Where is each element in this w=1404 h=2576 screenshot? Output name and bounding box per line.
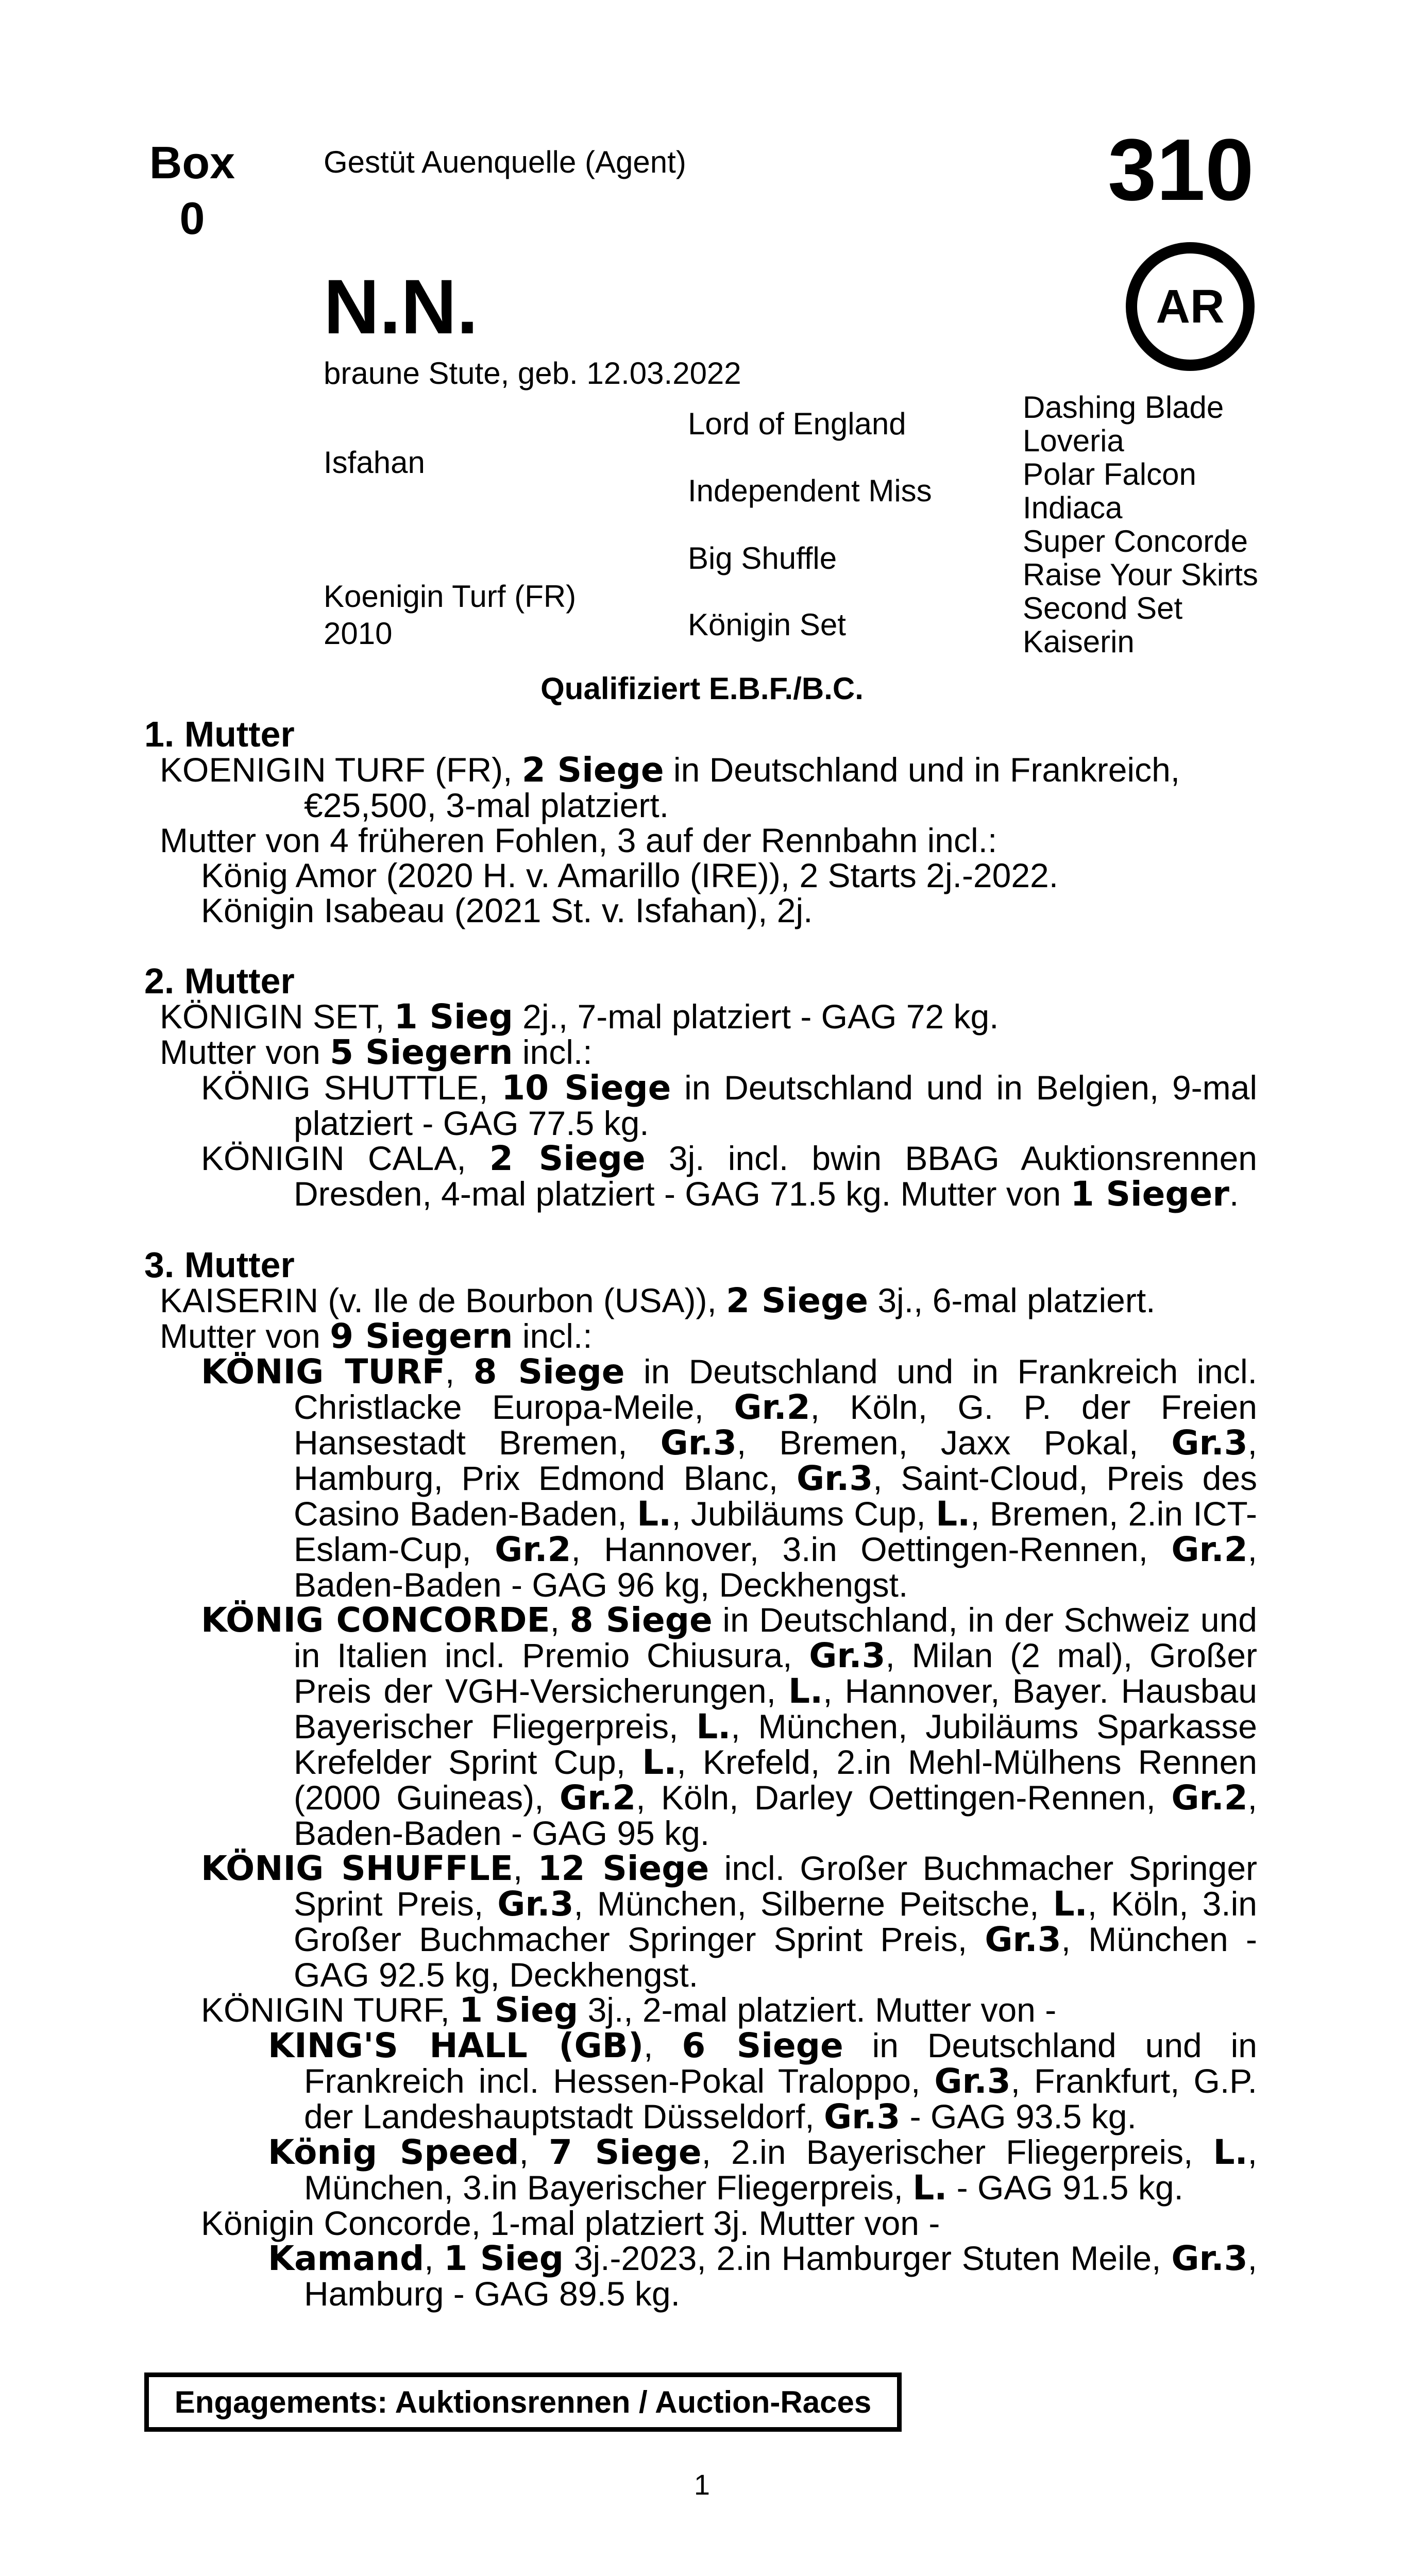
mutter1-offspring-intro: Mutter von 4 früheren Fohlen, 3 auf der Rennbahn incl.: [160, 821, 997, 859]
pedigree-sire: Isfahan [324, 445, 425, 480]
mutter3-offspring-koenigin-concorde: Königin Concorde, 1-mal platziert 3j. Mutter von - [201, 2204, 940, 2242]
mutter2-offspring: KÖNIG SHUTTLE, 10 Siege in Deutschland und in Belgien, 9-mal platziert - GAG 77.5 kg. [201, 1068, 1257, 1142]
ar-badge-text: AR [1156, 280, 1225, 333]
pedigree-grandparent: Königin Set [688, 607, 846, 642]
section-heading-mutter-2: 2. Mutter [144, 961, 295, 1001]
dam-line-content [144, 716, 1257, 2311]
pedigree-dam-year: 2010 [324, 616, 393, 651]
pedigree-great-grandparent: Second Set [1023, 591, 1183, 625]
mutter2-offspring: KÖNIGIN CALA, 2 Siege 3j. incl. bwin BBAG Auktionsrennen Dresden, 4-mal platziert - GAG 71.5 kg. Mutter von 1 Sieger. [201, 1139, 1258, 1214]
box-label-block [146, 135, 239, 246]
mutter3-offspring-koenig-shuffle: KÖNIG SHUFFLE, 12 Siege incl. Großer Buchmacher Springer Sprint Preis, Gr.3, München, Silberne Peitsche, L., Köln, 3.in Großer Buchmacher Springer Sprint Preis, Gr.3, München - GAG 92.5 kg, Deckhengst. [201, 1849, 1258, 1994]
engagements-text: Engagements: Auktionsrennen / Auction-Races [174, 2385, 872, 2419]
mutter3-record: KAISERIN (v. Ile de Bourbon (USA)), 2 Siege 3j., 6-mal platziert. [160, 1281, 1156, 1320]
horse-name: N.N. [324, 263, 478, 350]
pedigree-great-grandparent: Loveria [1023, 423, 1124, 458]
mutter3-offspring-koenig-turf: KÖNIG TURF, 8 Siege in Deutschland und in Frankreich incl. Christlacke Europa-Meile, Gr.2, Köln, G. P. der Freien Hansestadt Bremen, Gr.3, Bremen, Jaxx Pokal, Gr.3, Hamburg, Prix Edmond Blanc, Gr.3, Saint-Cloud, Preis des Casino Baden-Baden, L., Jubiläums Cup, L., Bremen, 2.in ICT-Eslam-Cup, Gr.2, Hannover, 3.in Oettingen-Rennen, Gr.2, Baden-Baden - GAG 96 kg, Deckhengst. [201, 1352, 1258, 1604]
section-heading-mutter-3: 3. Mutter [144, 1245, 295, 1285]
section-heading-mutter-1: 1. Mutter [144, 714, 295, 754]
mutter3-offspring-koenig-concorde: KÖNIG CONCORDE, 8 Siege in Deutschland, in der Schweiz und in Italien incl. Premio Chiusura, Gr.3, Milan (2 mal), Großer Preis der VGH-Versicherungen, L., Hannover, Bayer. Hausbau Bayerischer Fliegerpreis, L., München, Jubiläums Sparkasse Krefelder Sprint Cup, L., Krefeld, 2.in Mehl-Mülhens Rennen (2000 Guineas), Gr.2, Köln, Darley Oettingen-Rennen, Gr.2, Baden-Baden - GAG 95 kg. [201, 1600, 1258, 1852]
pedigree-great-grandparent: Dashing Blade [1023, 390, 1224, 425]
pedigree-great-grandparent: Indiaca [1023, 490, 1123, 525]
agent-name: Gestüt Auenquelle (Agent) [324, 145, 686, 179]
granddaughter-offspring-koenig-speed: König Speed, 7 Siege, 2.in Bayerischer Fliegerpreis, L., München, 3.in Bayerischer Fliegerpreis, L. - GAG 91.5 kg. [268, 2132, 1257, 2208]
granddaughter-offspring-kings-hall: KING'S HALL (GB), 6 Siege in Deutschland und in Frankreich incl. Hessen-Pokal Traloppo, Gr.3, Frankfurt, G.P. der Landeshauptstadt Düsseldorf, Gr.3 - GAG 93.5 kg. [268, 2026, 1258, 2137]
box-number: 0 [179, 193, 205, 244]
pedigree-great-grandparent: Kaiserin [1023, 624, 1135, 659]
engagements-box [144, 2372, 902, 2432]
pedigree-great-grandparent: Polar Falcon [1023, 457, 1196, 492]
granddaughter-offspring-kamand: Kamand, 1 Sieg 3j.-2023, 2.in Hamburger Stuten Meile, Gr.3, Hamburg - GAG 89.5 kg. [268, 2239, 1257, 2313]
pedigree-grandparent: Lord of England [688, 406, 906, 441]
mutter2-record: KÖNIGIN SET, 1 Sieg 2j., 7-mal platziert - GAG 72 kg. [160, 997, 999, 1037]
pedigree-dam: Koenigin Turf (FR) [324, 579, 577, 614]
mutter2-offspring-intro: Mutter von 5 Siegern incl.: [160, 1032, 593, 1072]
pedigree-grandparent: Big Shuffle [688, 541, 837, 575]
mutter3-offspring-koenigin-turf: KÖNIGIN TURF, 1 Sieg 3j., 2-mal platziert. Mutter von - [201, 1990, 1057, 2030]
mutter3-offspring-intro: Mutter von 9 Siegern incl.: [160, 1316, 593, 1356]
pedigree-great-grandparent: Super Concorde [1023, 524, 1248, 558]
mutter1-offspring: Königin Isabeau (2021 St. v. Isfahan), 2j. [201, 891, 813, 929]
ar-badge-icon [1126, 242, 1255, 371]
mutter1-record: KOENIGIN TURF (FR), 2 Siege in Deutschland und in Frankreich, [160, 750, 1180, 790]
pedigree-grandparent: Independent Miss [688, 473, 932, 508]
lot-number: 310 [1108, 121, 1254, 219]
pedigree-great-grandparent: Raise Your Skirts [1023, 557, 1258, 592]
box-label: Box [149, 137, 235, 188]
mutter1-record-cont: €25,500, 3-mal platziert. [304, 786, 669, 824]
page-number: 1 [693, 2468, 711, 2501]
horse-description: braune Stute, geb. 12.03.2022 [324, 356, 741, 391]
qualification: Qualifiziert E.B.F./B.C. [540, 671, 864, 706]
mutter1-offspring: König Amor (2020 H. v. Amarillo (IRE)), 2 Starts 2j.-2022. [201, 856, 1059, 894]
